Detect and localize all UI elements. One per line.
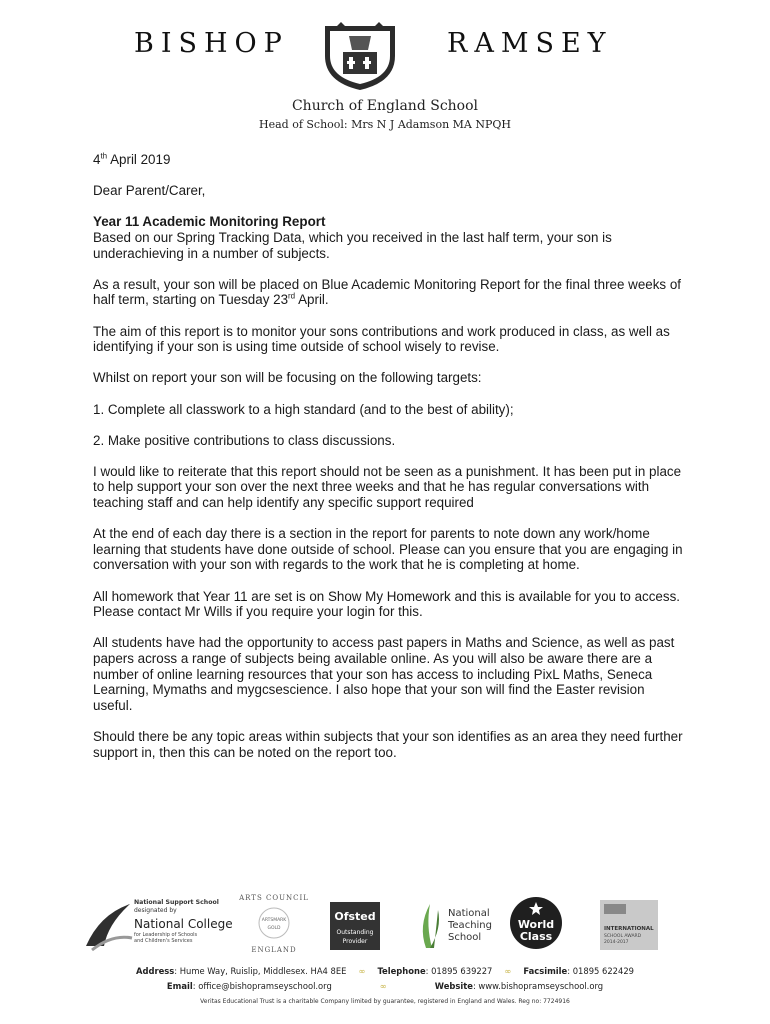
ofsted-logo: [330, 902, 380, 950]
svg-text:National: National: [448, 908, 490, 919]
svg-text:National Support School: National Support School: [134, 899, 219, 906]
svg-text:National College: National College: [134, 917, 233, 931]
svg-text:designated by: designated by: [134, 907, 177, 914]
footer-trust-line: Veritas Educational Trust is a charitable Company limited by guarantee, registered in England and Wales. Reg no: 7724916: [200, 998, 570, 1005]
svg-text:Provider: Provider: [342, 938, 368, 945]
target-item: 1. Complete all classwork to a high standard (and to the best of ability);: [93, 401, 514, 417]
svg-text:ARTSMARK: ARTSMARK: [261, 918, 287, 923]
svg-text:Class: Class: [519, 930, 553, 943]
svg-text:Outstanding: Outstanding: [336, 929, 374, 936]
footer-contact-line-2: [0, 981, 770, 991]
national-teaching-school-logo: [412, 896, 498, 952]
svg-text:Ofsted: Ofsted: [334, 910, 376, 923]
accreditation-logos: [0, 890, 770, 960]
footer-contact-line-1: [0, 966, 770, 976]
footer-separator-icon: ∞: [379, 981, 387, 991]
daily-section-paragraph: At the end of each day there is a section in the report for parents to note down any work/home learning that students have done outside of school. Please can you ensure that you are engaging in conversation with your son with regards to the work that he is completing at home.: [93, 526, 683, 573]
footer-facsimile: Facsimile: 01895 622429: [523, 966, 634, 976]
footer-email: Email: office@bishopramseyschool.org: [166, 981, 332, 991]
svg-text:and Children's Services: and Children's Services: [134, 938, 193, 944]
head-of-school: Head of School: Mrs N J Adamson MA NPQH: [259, 118, 511, 131]
school-name: Church of England School: [291, 98, 479, 114]
svg-text:2014-2017: 2014-2017: [604, 940, 629, 945]
svg-text:School: School: [448, 932, 482, 943]
letter-subject: Year 11 Academic Monitoring Report: [93, 214, 326, 230]
school-crest-logo: [319, 20, 401, 92]
svg-text:SCHOOL AWARD: SCHOOL AWARD: [604, 934, 642, 939]
footer-telephone: Telephone: 01895 639227: [377, 966, 493, 976]
header-word-bishop: BISHOP: [134, 28, 289, 59]
salutation: Dear Parent/Carer,: [93, 183, 206, 199]
svg-text:World: World: [517, 918, 555, 931]
homework-paragraph: All homework that Year 11 are set is on Show My Homework and this is available for you to access. Please contact Mr Wills if you require your login for this.: [93, 588, 680, 620]
footer-website: Website: www.bishopramseyschool.org: [434, 981, 604, 991]
svg-text:ENGLAND: ENGLAND: [251, 946, 297, 954]
svg-text:GOLD: GOLD: [267, 926, 281, 931]
svg-text:for Leadership of Schools: for Leadership of Schools: [134, 932, 198, 938]
subject-block: [93, 214, 685, 261]
international-school-award-logo: [600, 900, 658, 950]
letter-date: 4th April 2019: [93, 151, 171, 167]
world-class-logo: [509, 896, 563, 950]
footer-address: Address: Hume Way, Ruislip, Middlesex. HA4 8EE: [135, 966, 347, 976]
footer-separator-icon: ∞: [504, 966, 512, 976]
svg-text:INTERNATIONAL: INTERNATIONAL: [604, 926, 654, 932]
svg-text:Teaching: Teaching: [448, 920, 492, 931]
reiterate-paragraph: I would like to reiterate that this report should not be seen as a punishment. It has been put in place to help support your son over the next three weeks and that he has regular conversations with teaching staff and can help identify any specific support required: [93, 463, 682, 511]
intro-paragraph: Based on our Spring Tracking Data, which you received in the last half term, your son is underachieving in a number of subjects.: [93, 229, 612, 261]
footer-separator-icon: ∞: [358, 966, 366, 976]
arts-council-logo: [239, 890, 309, 956]
svg-text:ARTS COUNCIL: ARTS COUNCIL: [239, 894, 309, 902]
targets-intro: Whilst on report your son will be focusing on the following targets:: [93, 370, 482, 386]
placement-paragraph: As a result, your son will be placed on Blue Academic Monitoring Report for the final three weeks of half term, starting on Tuesday 23rd April.: [93, 276, 682, 308]
closing-paragraph: Should there be any topic areas within subjects that your son identifies as an area they need further support in, then this can be noted on the report too.: [93, 728, 683, 760]
header-word-ramsey: RAMSEY: [447, 28, 613, 59]
resources-paragraph: All students have had the opportunity to access past papers in Maths and Science, as well as past papers across a range of subjects being available online. As you will also be aware there are a number of online learning resources that your son has access to including PixL Maths, Seneca Learning, Mymaths and mygcsescience. I also hope that your son will find the Easter revision useful.: [93, 635, 675, 713]
aim-paragraph: The aim of this report is to monitor your sons contributions and work produced in class, as well as identifying if your son is using time outside of school wisely to revise.: [93, 323, 670, 355]
letter-body: [93, 152, 685, 776]
national-college-logo: [82, 894, 233, 954]
target-item: 2. Make positive contributions to class discussions.: [93, 432, 396, 448]
